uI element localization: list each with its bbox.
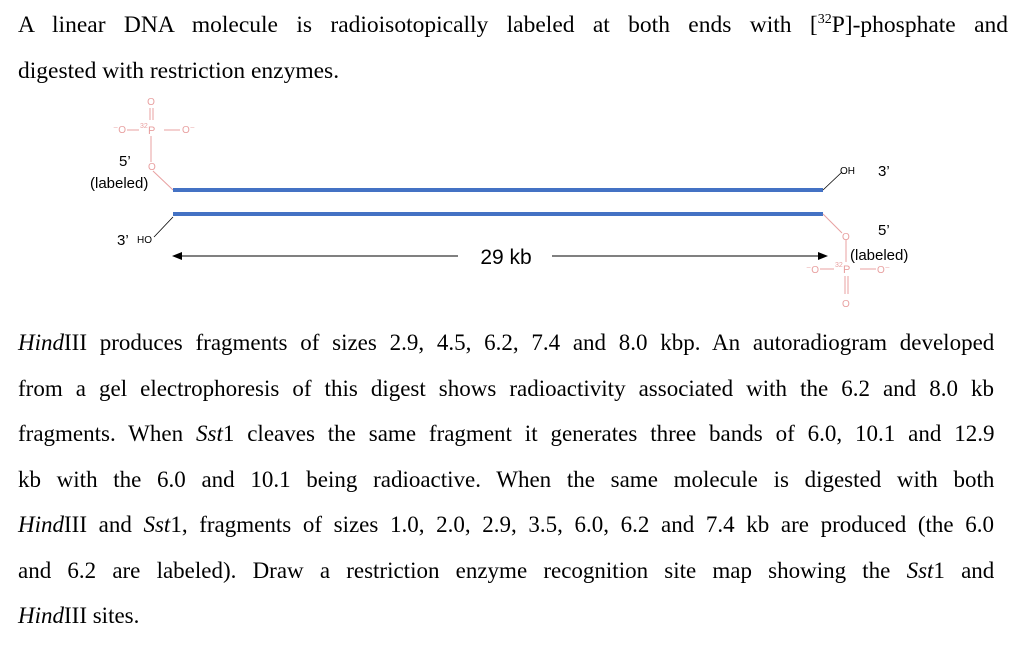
left-bridge-oxygen: O <box>148 162 156 173</box>
problem-line-5 <box>18 502 994 548</box>
enzyme-hind-italic: Hind <box>18 512 64 537</box>
left-labeled-label: (labeled) <box>90 175 149 192</box>
problem-text-5b: , fragments of sizes 1.0, 2.0, 2.9, 3.5, 6.0, 6.2 and 7.4 kb are produced (the 6.0 <box>181 512 995 537</box>
problem-line-4: kb with the 6.0 and 10.1 being radioactive. When the same molecule is digested with both <box>18 466 995 492</box>
length-arrowhead-right <box>818 252 828 260</box>
problem-text-7: sites. <box>86 603 140 628</box>
enzyme-hind-roman: III <box>64 330 87 355</box>
problem-line-6 <box>18 548 994 594</box>
right-oxygen-double: O <box>842 299 850 310</box>
dna-molecule-diagram <box>0 90 1024 320</box>
intro-line-2: digested with restriction enzymes. <box>18 58 340 84</box>
left-phosphorus-mass: 32 <box>140 123 148 130</box>
right-bridge-oxygen: O <box>842 232 850 243</box>
problem-text-1: produces fragments of sizes 2.9, 4.5, 6.2, 7.4 and 8.0 kbp. An autoradiogram developed <box>86 330 995 355</box>
problem-text-6b: and <box>944 557 995 583</box>
length-arrowhead-left <box>172 252 182 260</box>
enzyme-hind-italic: Hind <box>18 603 64 628</box>
enzyme-hind-roman: III <box>64 512 87 537</box>
enzyme-sst-italic: Sst <box>196 421 223 446</box>
left-phosphorus: P <box>148 125 156 137</box>
problem-line-1 <box>18 320 994 366</box>
enzyme-hind-roman: III <box>64 603 87 628</box>
left-hydroxyl-label: HO <box>137 235 152 246</box>
right-phosphorus: P <box>843 264 851 276</box>
problem-text-6a: and 6.2 are labeled). Draw a restriction enzyme recognition site map showing the <box>18 557 907 583</box>
left-bottom-bond <box>154 217 173 237</box>
intro-text-b: P]-phosphate and <box>831 12 1008 38</box>
problem-text-5a: and <box>86 512 144 537</box>
enzyme-hind-italic: Hind <box>18 330 64 355</box>
intro-text-a: A linear DNA molecule is radioisotopically labeled at both ends with [ <box>18 12 818 38</box>
problem-line-7 <box>18 593 994 639</box>
problem-paragraph <box>18 320 994 639</box>
right-phosphorus-mass: 32 <box>835 262 843 269</box>
intro-paragraph <box>18 2 1008 94</box>
length-label: 29 kb <box>480 246 532 269</box>
enzyme-sst-italic: Sst <box>906 557 934 583</box>
right-five-prime-label: 5’ <box>878 222 890 239</box>
right-labeled-label: (labeled) <box>850 247 909 264</box>
right-oxygen-minus-a: ⁻O <box>806 265 820 276</box>
left-oxygen-minus-a: ⁻O <box>113 125 127 136</box>
enzyme-sst-italic: Sst <box>143 512 171 537</box>
problem-text-3b: cleaves the same fragment it generates three bands of 6.0, 10.1 and 12.9 <box>234 421 995 446</box>
left-three-prime-label: 3’ <box>117 232 129 249</box>
right-oxygen-minus-b: O⁻ <box>877 265 891 276</box>
problem-text-3a: fragments. When <box>18 421 196 446</box>
left-five-prime-label: 5’ <box>119 153 131 170</box>
isotope-superscript: 32 <box>817 12 832 27</box>
right-hydroxyl-label: OH <box>840 166 855 177</box>
enzyme-sst-number: 1 <box>170 512 182 537</box>
left-oxygen-minus-b: O⁻ <box>182 125 196 136</box>
right-three-prime-label: 3’ <box>878 163 890 180</box>
intro-line-1 <box>18 2 1008 48</box>
enzyme-sst-number: 1 <box>222 421 235 446</box>
problem-line-2: from a gel electrophoresis of this digest shows radioactivity associated with the 6.2 and 8.0 kb <box>18 375 994 401</box>
enzyme-sst-number: 1 <box>933 557 945 583</box>
problem-line-3 <box>18 411 994 457</box>
left-oxygen-double: O <box>147 97 155 108</box>
